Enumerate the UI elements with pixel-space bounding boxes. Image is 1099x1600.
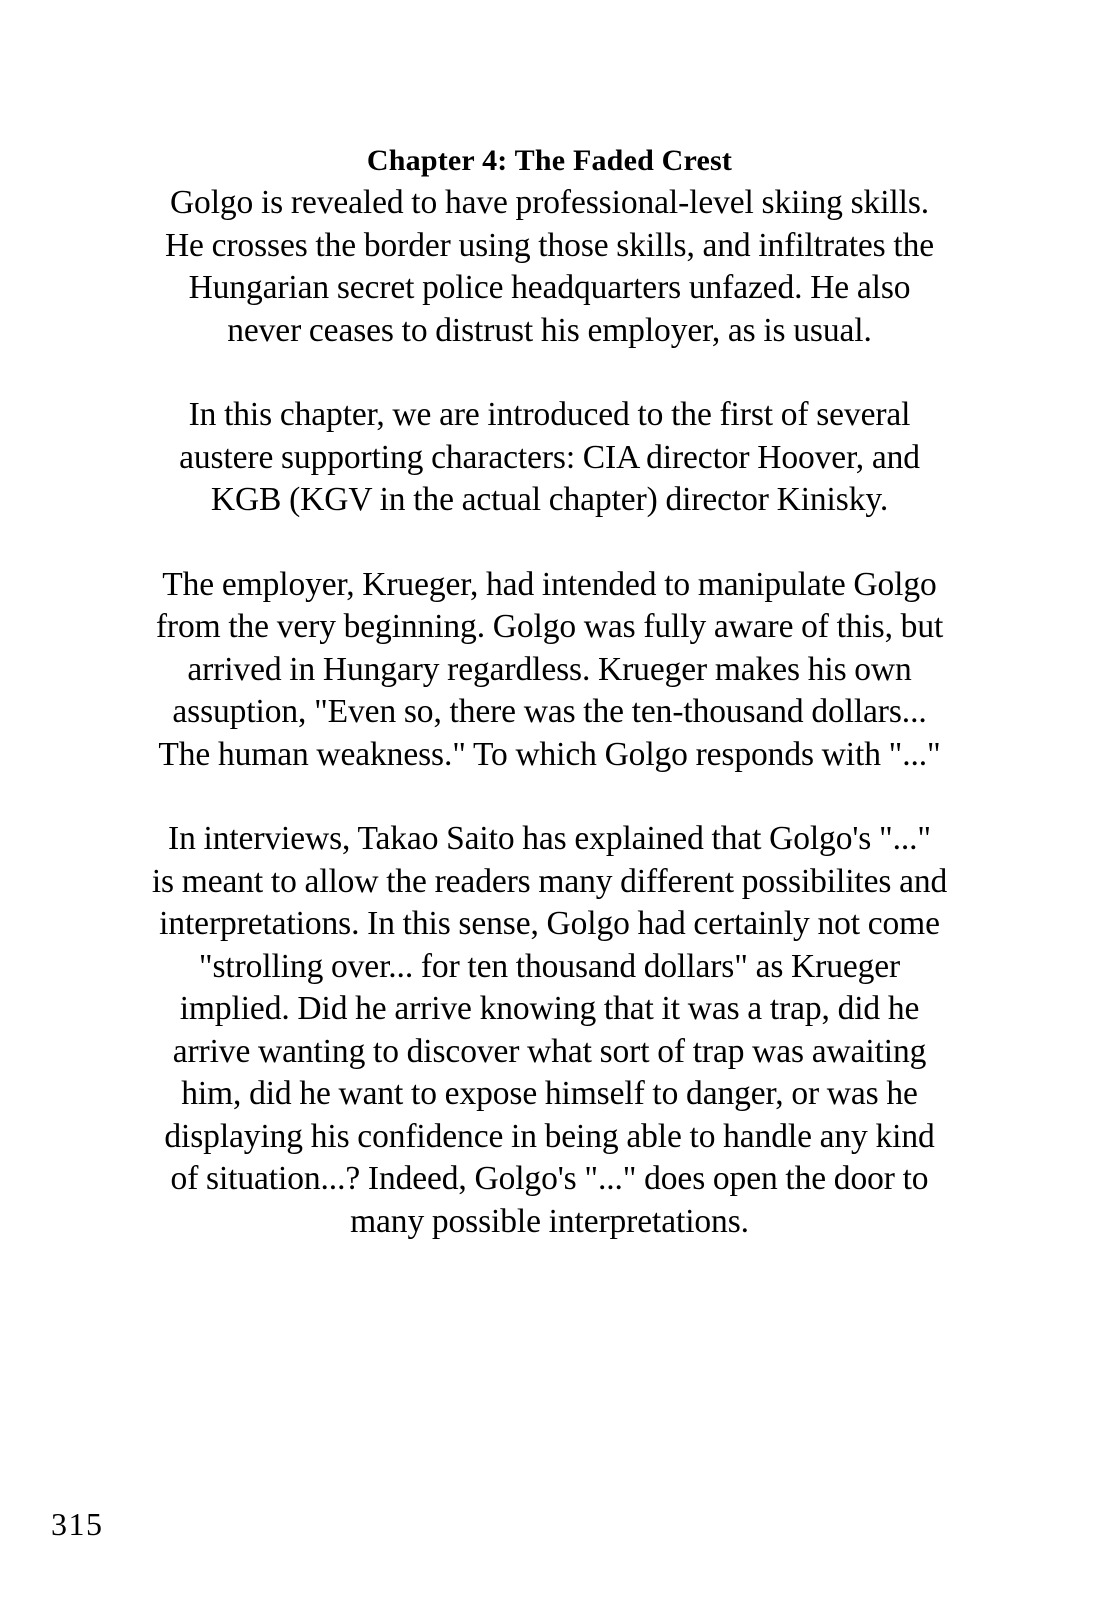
- paragraph-spacer: [64, 352, 1035, 394]
- paragraph-summary: [64, 182, 1035, 352]
- text-line: The employer, Krueger, had intended to manipulate Golgo: [162, 565, 937, 603]
- text-line: In this chapter, we are introduced to the first of several: [188, 396, 911, 433]
- text-line: him, did he want to expose himself to danger, or was he: [181, 1075, 918, 1112]
- paragraph-spacer: [64, 522, 1035, 564]
- text-line: Golgo is revealed to have professional-level skiing skills.: [169, 184, 930, 221]
- text-line: interpretations. In this sense, Golgo had certainly not come: [159, 905, 940, 942]
- text-line: arrive wanting to discover what sort of trap was awaiting: [172, 1032, 927, 1070]
- text-line: implied. Did he arrive knowing that it was a trap, did he: [179, 990, 920, 1027]
- paragraph-spacer: [64, 776, 1035, 818]
- text-line: many possible interpretations.: [350, 1202, 749, 1240]
- paragraph-employer: [64, 564, 1035, 777]
- chapter-title: Chapter 4: The Faded Crest: [366, 144, 733, 177]
- text-line: He crosses the border using those skills, and infiltrates the: [164, 226, 935, 264]
- text-line: austere supporting characters: CIA director Hoover, and: [179, 438, 920, 476]
- text-line: In interviews, Takao Saito has explained that Golgo's "...": [168, 820, 931, 857]
- text-line: Hungarian secret police headquarters unfazed. He also: [188, 269, 911, 306]
- text-line: is meant to allow the readers many different possibilites and: [151, 862, 948, 900]
- page-content: [64, 140, 1035, 1243]
- paragraph-characters: [64, 394, 1035, 522]
- text-line: of situation...? Indeed, Golgo's "..." does open the door to: [170, 1160, 929, 1197]
- text-line: The human weakness." To which Golgo responds with "...": [158, 735, 941, 773]
- text-line: assuption, "Even so, there was the ten-thousand dollars...: [172, 693, 927, 730]
- text-line: "strolling over... for ten thousand dollars" as Krueger: [198, 947, 901, 985]
- paragraph-interpretations: [64, 818, 1035, 1243]
- text-line: from the very beginning. Golgo was fully aware of this, but: [155, 608, 944, 645]
- text-line: arrived in Hungary regardless. Krueger makes his own: [187, 650, 912, 688]
- page-number: 315: [51, 1506, 104, 1542]
- text-line: never ceases to distrust his employer, as is usual.: [227, 311, 872, 349]
- text-line: displaying his confidence in being able to handle any kind: [164, 1117, 935, 1155]
- text-line: KGB (KGV in the actual chapter) director Kinisky.: [210, 481, 889, 518]
